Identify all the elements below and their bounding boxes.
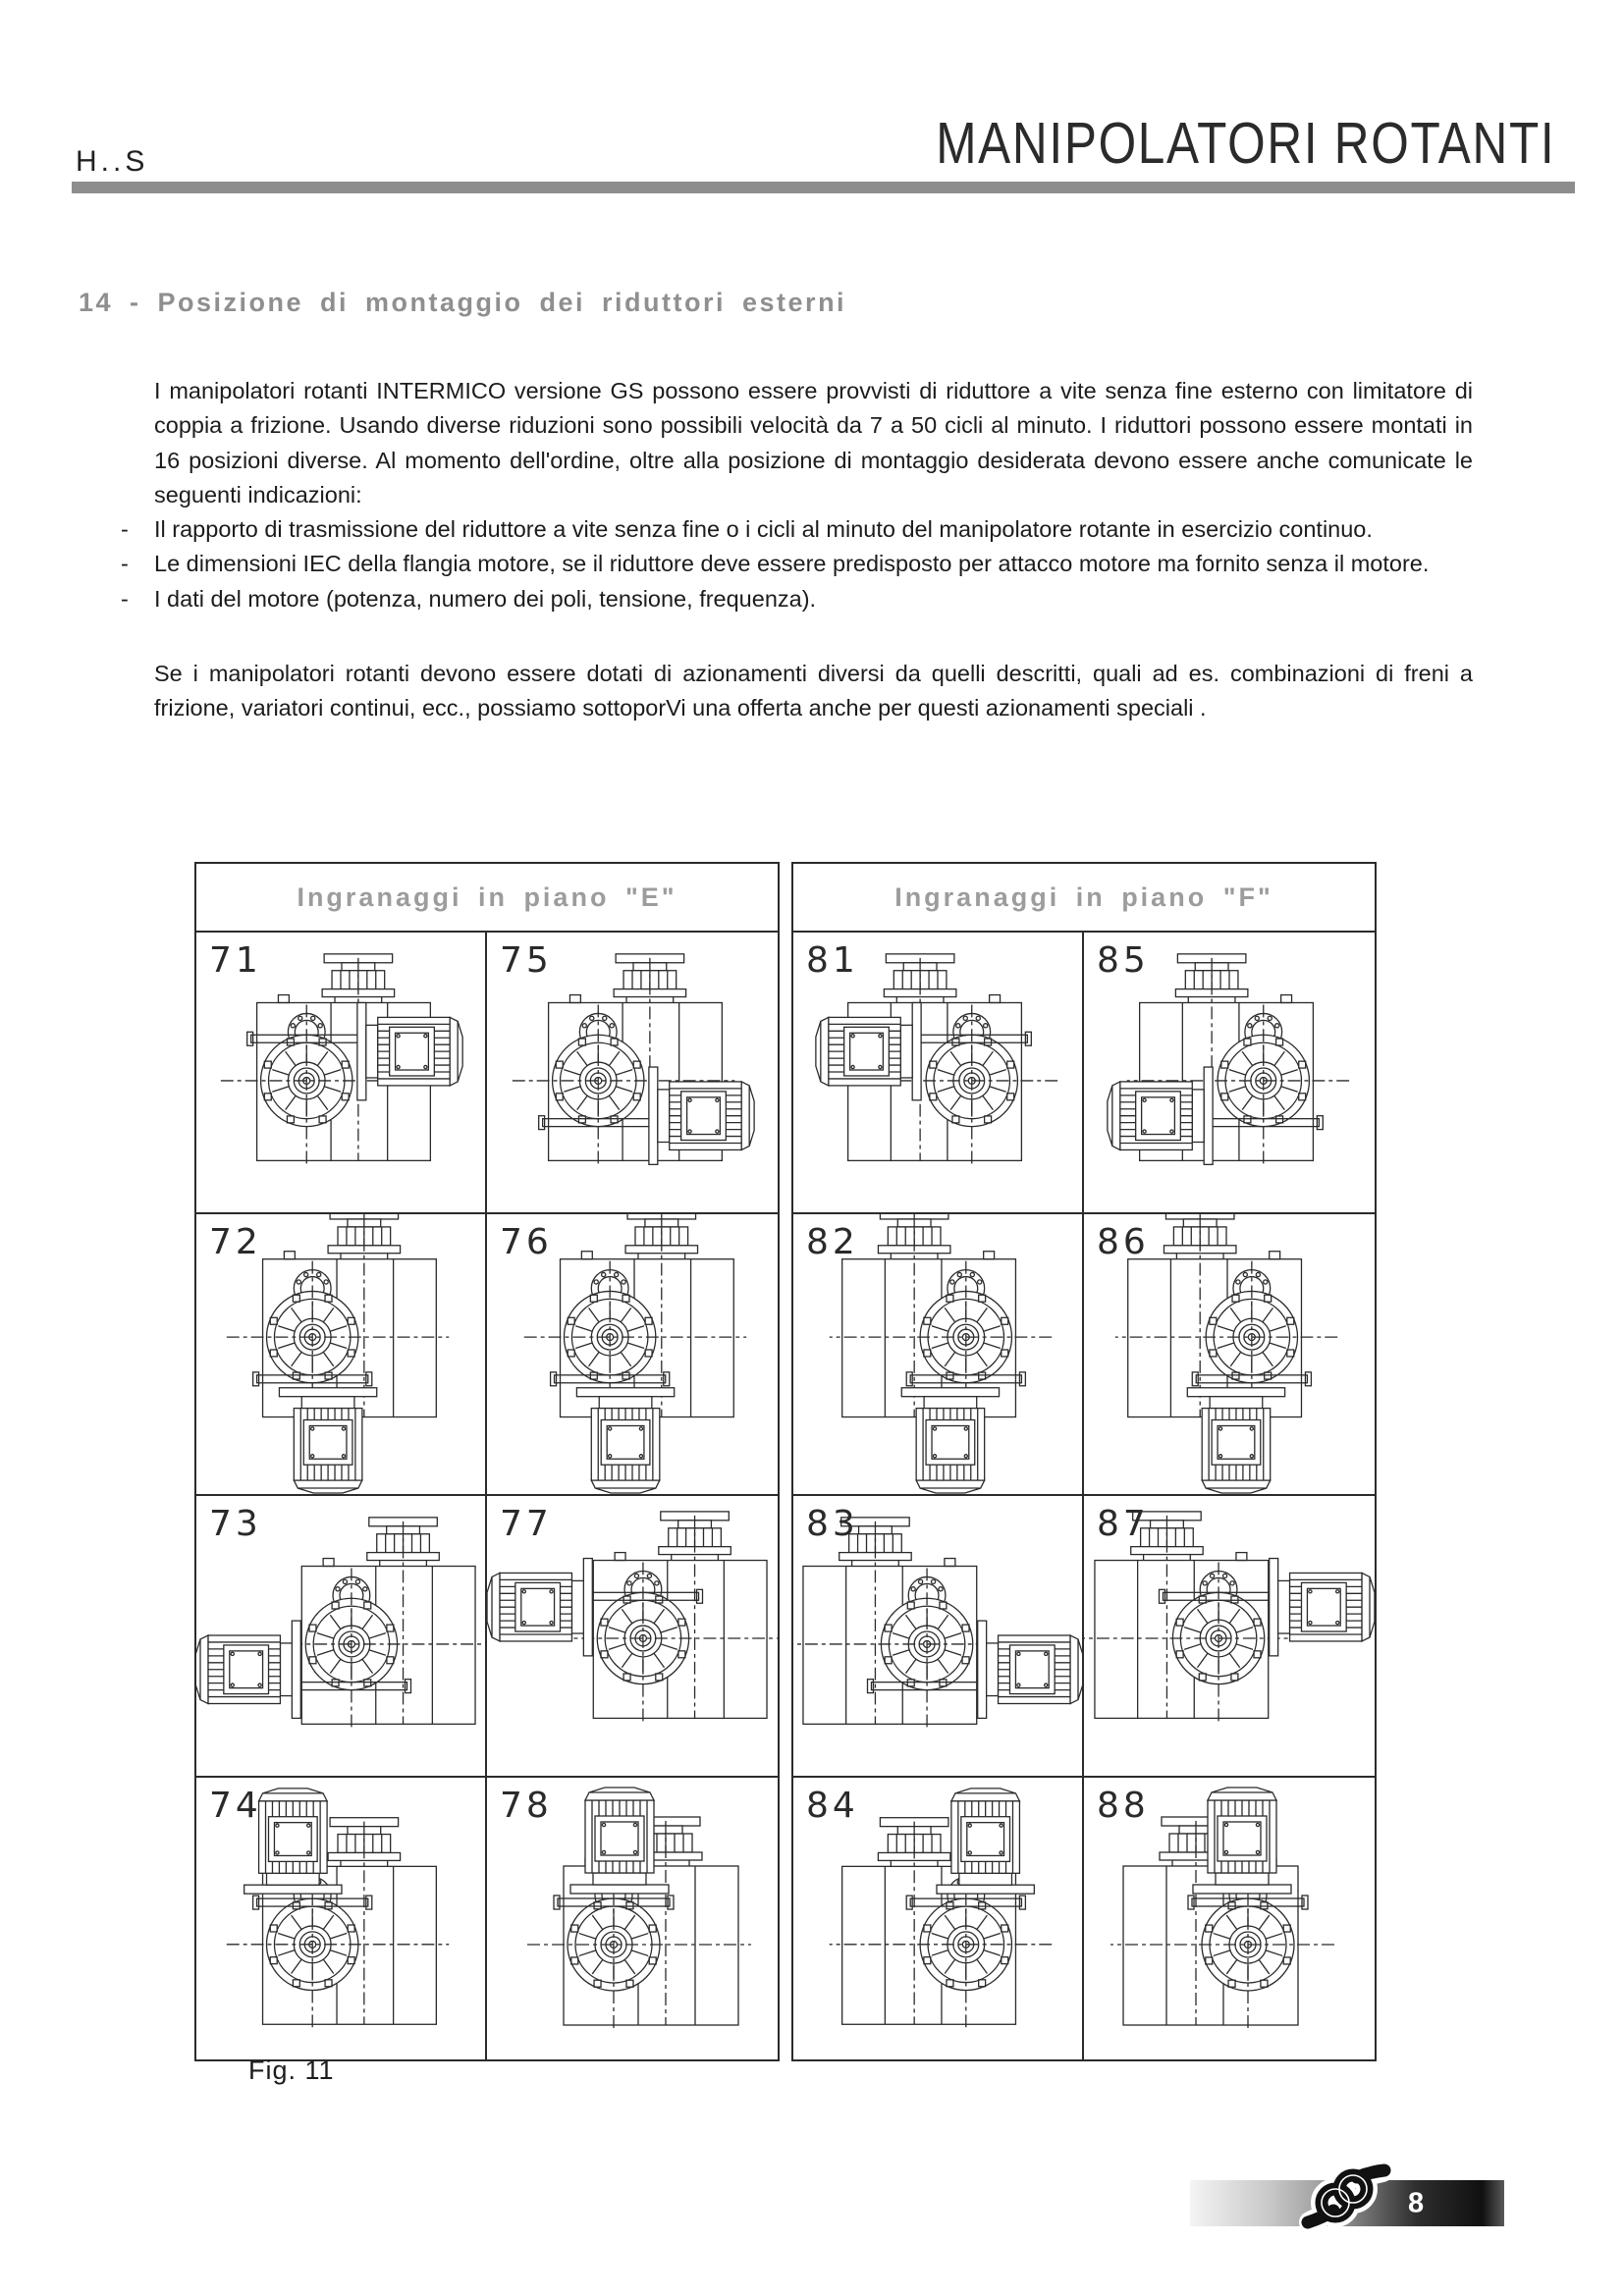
position-number: 81 [806,940,859,981]
page-title: MANIPOLATORI ROTANTI [935,111,1555,176]
paragraph-1: I manipolatori rotanti INTERMICO versione GS possono essere provvisti di riduttore a vite senza fine esterno con limitatore di coppia a frizione. Usando diverse riduzioni sono possibili velocità da 7 a 50 cicli al minuto. I riduttori possono essere montati in 16 posizioni diverse. Al momento dell'ordine, oltre alla posizione di montaggio desiderata devono essere anche comunicate le seguenti indicazioni: [154,378,1473,507]
bullet-dash: - [121,585,129,612]
bullet-item [121,582,1473,616]
position-number: 73 [209,1504,262,1544]
intro-text [121,374,1473,726]
bullet-dash: - [121,516,129,543]
position-number: 76 [500,1222,553,1262]
bullet-text: I dati del motore (potenza, numero dei poli, tensione, frequenza). [154,585,817,612]
table-title-plane-e: Ingranaggi in piano "E" [196,864,778,933]
position-cell-82 [793,1214,1084,1496]
bullet-dash: - [121,551,129,577]
position-cell-86 [1084,1214,1375,1496]
positions-table-plane-f [791,862,1377,2061]
position-number: 74 [209,1786,262,1826]
position-cell-75 [487,933,778,1214]
position-number: 71 [209,940,262,981]
bullet-item [121,512,1473,547]
position-cell-87 [1084,1496,1375,1778]
section-heading: 14 - Posizione di montaggio dei riduttori esterni [79,288,847,317]
position-number: 77 [500,1504,553,1544]
position-cell-88 [1084,1778,1375,2059]
position-number: 87 [1097,1504,1150,1544]
bullet-item [121,547,1473,581]
position-number: 75 [500,940,553,981]
series-code: H..S [76,145,149,178]
table-grid-plane-e [196,933,778,2059]
position-cell-85 [1084,933,1375,1214]
position-cell-81 [793,933,1084,1214]
intermico-knot-logo [1290,2162,1396,2232]
position-cell-71 [196,933,487,1214]
position-cell-77 [487,1496,778,1778]
position-cell-76 [487,1214,778,1496]
position-cell-84 [793,1778,1084,2059]
page-number: 8 [1408,2187,1425,2218]
bullet-text: Il rapporto di trasmissione del riduttore a vite senza fine o i cicli al minuto del manipolatore rotante in esercizio continuo. [154,516,1373,543]
position-number: 84 [806,1786,859,1826]
position-number: 78 [500,1786,553,1826]
header-rule [72,182,1575,193]
table-grid-plane-f [793,933,1375,2059]
position-number: 72 [209,1222,262,1262]
position-cell-73 [196,1496,487,1778]
table-title-plane-f: Ingranaggi in piano "F" [793,864,1375,933]
paragraph-2: Se i manipolatori rotanti devono essere dotati di azionamenti diversi da quelli descritti, quali ad es. combinazioni di freni a frizione, variatori continui, ecc., possiamo sottoporVi una offerta anche per questi azionamenti speciali . [154,661,1473,721]
position-number: 88 [1097,1786,1150,1826]
position-number: 83 [806,1504,859,1544]
positions-table-plane-e [194,862,780,2061]
position-number: 86 [1097,1222,1150,1262]
position-cell-72 [196,1214,487,1496]
position-cell-83 [793,1496,1084,1778]
position-cell-74 [196,1778,487,2059]
bullet-text: Le dimensioni IEC della flangia motore, se il riduttore deve essere predisposto per attacco motore ma fornito senza il motore. [154,551,1430,577]
figure-caption: Fig. 11 [248,2056,335,2085]
position-number: 82 [806,1222,859,1262]
position-number: 85 [1097,940,1150,981]
position-cell-78 [487,1778,778,2059]
